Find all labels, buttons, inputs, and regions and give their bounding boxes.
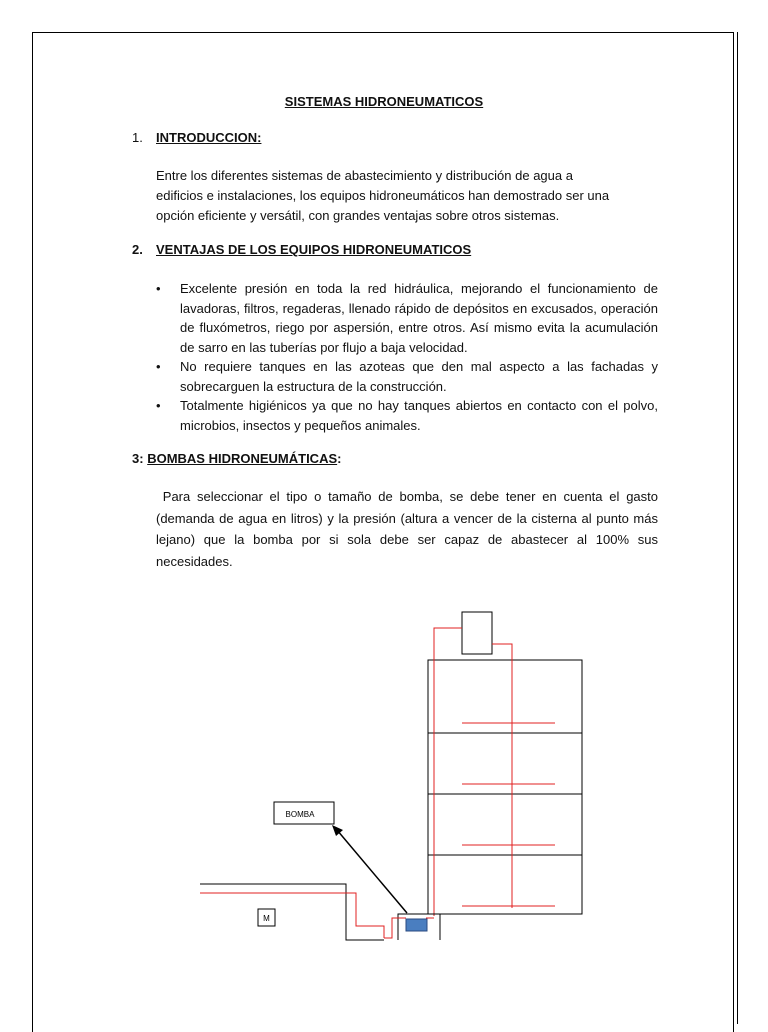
section-3-colon: :	[337, 451, 342, 466]
bullet-icon: •	[156, 281, 161, 296]
document-title: SISTEMAS HIDRONEUMATICOS	[284, 94, 484, 109]
pump-icon	[406, 919, 427, 931]
roof-tank	[462, 612, 492, 654]
bullet-icon: •	[156, 359, 161, 374]
paragraph-line: Entre los diferentes sistemas de abastecimiento y distribución de agua a	[156, 168, 573, 183]
supply-pipe	[200, 893, 384, 938]
building-outline	[428, 660, 582, 914]
arrow-line	[337, 830, 407, 913]
meter-label: M	[263, 914, 270, 923]
section-1-number: 1.	[132, 130, 143, 145]
paragraph-line: opción eficiente y versátil, con grandes ventajas sobre otros sistemas.	[156, 208, 560, 223]
section-2-title: VENTAJAS DE LOS EQUIPOS HIDRONEUMATICOS	[156, 242, 472, 257]
section-3-number: 3:	[132, 451, 144, 466]
section-1-title: INTRODUCCION:	[156, 130, 262, 145]
riser-pipe	[434, 628, 462, 916]
paragraph-line: edificios e instalaciones, los equipos hidroneumáticos han demostrado ser una	[156, 188, 610, 203]
bomba-label: BOMBA	[285, 810, 315, 819]
section-2-number: 2.	[132, 242, 143, 257]
bullet-icon: •	[156, 398, 161, 413]
section-3-paragraph: Para seleccionar el tipo o tamaño de bomba, se debe tener en cuenta el gasto (demanda de agua en litros) y la presión (altura a vencer de la cisterna al punto más lejano) que la bomba por si sola debe ser capaz de abastecer al 100% sus necesidades.	[156, 489, 662, 569]
list-item-text: No requiere tanques en las azoteas que den mal aspecto a las fachadas y sobrecarguen la estructura de la construcción.	[180, 359, 658, 394]
section-3-title: BOMBAS HIDRONEUMÁTICAS	[147, 451, 338, 466]
list-item-text: Totalmente higiénicos ya que no hay tanques abiertos en contacto con el polvo, microbios, insectos y pequeños animales.	[180, 398, 658, 433]
distribution-pipe	[492, 644, 512, 908]
supply-pipe	[384, 918, 406, 938]
list-item-text: Excelente presión en toda la red hidráulica, mejorando el funcionamiento de lavadoras, filtros, regaderas, llenado rápido de depósitos en excusados, operación de fluxómetros, riego por aspersión, entre otros. Así mismo evita la acumulación de sarro en las tuberías por flujo a baja velocidad.	[180, 281, 658, 355]
